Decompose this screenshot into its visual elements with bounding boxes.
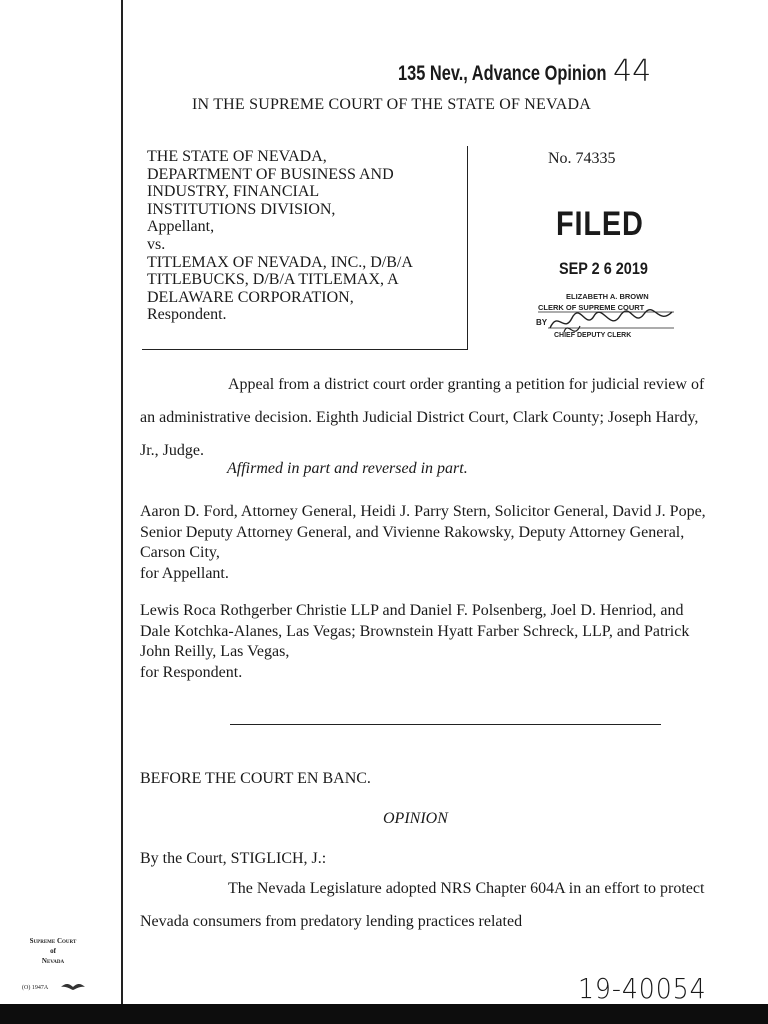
caption-divider-horizontal	[142, 349, 468, 350]
caption-line: DELAWARE CORPORATION,	[147, 288, 354, 306]
form-number: (O) 1947A	[22, 985, 49, 991]
respondent-counsel-names: Lewis Roca Rothgerber Christie LLP and Daniel F. Polsenberg, Joel D. Henriod, and Dale Kotchka-Alanes, Las Vegas; Brownstein Hyatt Farber Schreck, LLP, and Patrick John Reilly, Las Vegas,	[140, 602, 690, 661]
seal-line-1: Supreme Court	[29, 937, 77, 945]
bottom-scan-edge	[0, 1004, 768, 1024]
appellant-counsel	[140, 502, 710, 584]
respondent-counsel	[140, 601, 710, 683]
opinion-heading: OPINION	[383, 810, 448, 827]
filed-date: SEP 2 6 2019	[559, 259, 648, 278]
opinion-number-handwritten: 44	[613, 54, 652, 89]
caption-line: Appellant,	[147, 218, 215, 236]
section-divider	[230, 724, 661, 725]
handwritten-document-number: 19-40054	[578, 972, 707, 1005]
caption-line: INSTITUTIONS DIVISION,	[147, 200, 336, 218]
appellant-role: for Appellant.	[140, 564, 229, 582]
deputy-title: CHIEF DEPUTY CLERK	[554, 332, 632, 339]
opinion-first-paragraph: The Nevada Legislature adopted NRS Chapter 604A in an effort to protect Nevada consumers from predatory lending practices related	[140, 880, 705, 930]
caption-line: Respondent.	[147, 306, 227, 324]
caption-line: THE STATE OF NEVADA,	[147, 148, 327, 165]
caption-line: TITLEBUCKS, D/B/A TITLEMAX, A	[147, 271, 399, 289]
caption-divider-vertical	[467, 146, 468, 349]
appeal-paragraph	[140, 368, 710, 467]
docket-number: No. 74335	[548, 150, 616, 167]
court-name: IN THE SUPREME COURT OF THE STATE OF NEVADA	[192, 96, 591, 113]
opinion-author: By the Court, STIGLICH, J.:	[140, 850, 327, 867]
filed-stamp: FILED	[556, 205, 644, 243]
advance-opinion-label: 135 Nev., Advance Opinion	[398, 62, 607, 85]
appeal-text: Appeal from a district court order granting a petition for judicial review of an administrative decision. Eighth Judicial District Court, Clark County; Joseph Hardy, Jr., Judge.	[140, 376, 705, 459]
court-seal-label	[18, 936, 88, 966]
clerk-signature	[550, 310, 672, 328]
clerk-stamp	[534, 290, 684, 346]
clerk-title: CLERK OF SUPREME COURT	[538, 303, 645, 312]
respondent-role: for Respondent.	[140, 663, 243, 681]
stamp-by: BY	[536, 318, 548, 327]
caption-line: INDUSTRY, FINANCIAL	[147, 183, 320, 201]
case-caption	[147, 148, 457, 324]
panel-statement: BEFORE THE COURT EN BANC.	[140, 770, 371, 787]
caption-line: vs.	[147, 235, 166, 253]
disposition: Affirmed in part and reversed in part.	[227, 460, 468, 477]
left-margin-rule	[121, 0, 123, 1005]
eagle-emblem-icon	[60, 981, 86, 993]
appellant-counsel-names: Aaron D. Ford, Attorney General, Heidi J. Parry Stern, Solicitor General, David J. Pope, Senior Deputy Attorney General, and Vivienne Rakowsky, Deputy Attorney General, Carson City,	[140, 503, 706, 562]
caption-line: TITLEMAX OF NEVADA, INC., D/B/A	[147, 253, 413, 271]
clerk-name: ELIZABETH A. BROWN	[566, 292, 649, 301]
opinion-body	[140, 872, 710, 938]
seal-line-3: Nevada	[41, 957, 65, 965]
seal-line-2: of	[50, 947, 56, 955]
caption-line: DEPARTMENT OF BUSINESS AND	[147, 165, 394, 183]
